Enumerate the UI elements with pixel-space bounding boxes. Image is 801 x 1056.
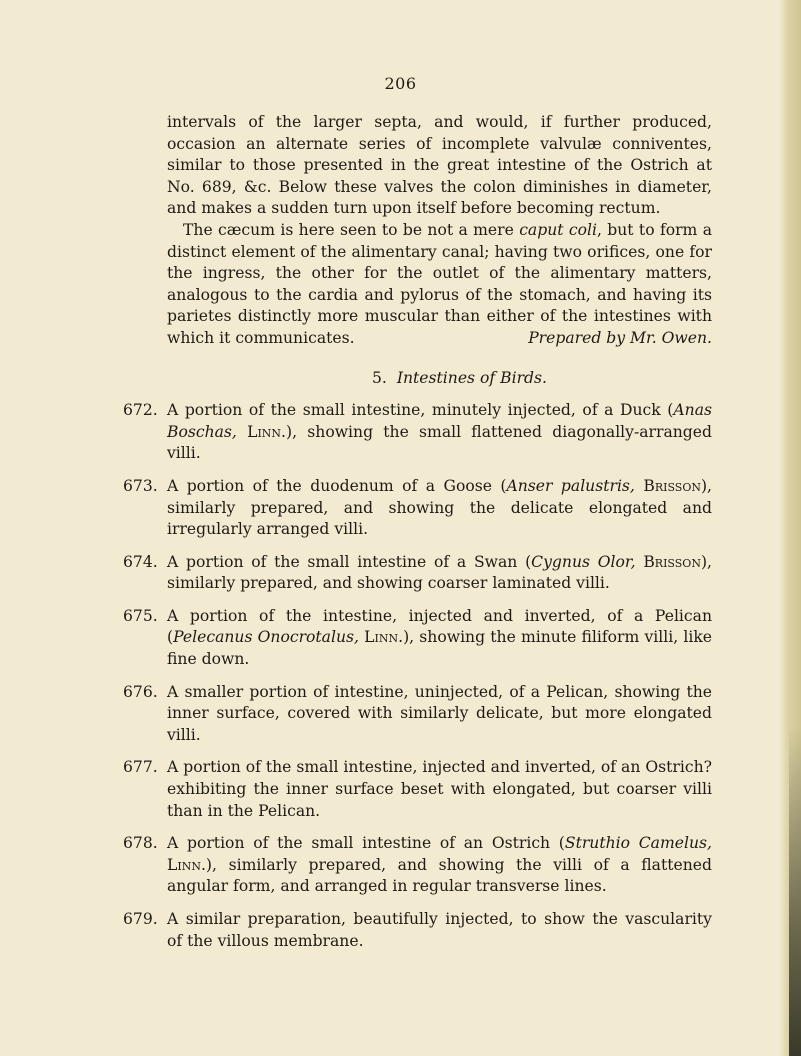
catalogue-entry bbox=[123, 909, 712, 952]
entry-text-rest: ), showing the minute filiform villi, like fine down. bbox=[167, 628, 712, 669]
species-authority: Linn. bbox=[364, 628, 404, 647]
section-number: 5. bbox=[372, 368, 387, 387]
species-name: Pelecanus Onocrotalus, bbox=[173, 628, 359, 647]
page-number: 206 bbox=[384, 74, 417, 93]
section-title: Intestines of Birds. bbox=[396, 368, 547, 387]
catalogue-entry bbox=[123, 476, 713, 541]
species-authority: Brisson bbox=[643, 476, 701, 495]
page-body bbox=[123, 112, 713, 952]
catalogue-entry bbox=[123, 833, 712, 898]
intro-paragraph-2-rest: , but to form a distinct element of the alimentary canal; having two orifices, one for the ingress, the other for the outlet of the alimentary matters, analogous to the cardia and pylorus of the stomach, and having its parietes distinctly more muscular than either of the intestines with which it communicates. bbox=[167, 220, 712, 347]
entry-text: A portion of the small intestine of a Swan ( bbox=[167, 552, 532, 571]
entry-number: 679. bbox=[123, 910, 158, 928]
entry-text: A portion of the duodenum of a Goose ( bbox=[167, 476, 507, 495]
entry-text-rest: ), showing the small flattened diagonally-arranged villi. bbox=[167, 422, 712, 463]
page-edge-shadow bbox=[789, 726, 801, 1056]
catalogue-entry bbox=[123, 757, 712, 822]
entry-list bbox=[123, 400, 713, 952]
entry-number: 672. bbox=[123, 401, 158, 420]
intro-credit: Prepared by Mr. Owen. bbox=[528, 328, 712, 347]
entry-text: A smaller portion of intestine, uninjected, of a Pelican, showing the inner surface, covered with similarly delicate, but more elongated villi. bbox=[167, 682, 712, 744]
entry-number: 677. bbox=[123, 758, 158, 777]
catalogue-entry bbox=[123, 606, 712, 671]
entry-text: A portion of the small intestine, minutely injected, of a Duck ( bbox=[167, 401, 674, 420]
catalogue-entry bbox=[123, 682, 712, 747]
species-name: Struthio Camelus, bbox=[564, 834, 712, 853]
species-authority: Linn. bbox=[167, 855, 206, 874]
species-name: Cygnus Olor, bbox=[531, 552, 636, 571]
species-authority: Linn. bbox=[247, 422, 287, 441]
caput-coli-term: caput coli bbox=[519, 220, 597, 239]
entry-number: 676. bbox=[123, 682, 158, 701]
section-heading bbox=[167, 368, 712, 390]
entry-number: 678. bbox=[123, 834, 158, 853]
catalogue-entry bbox=[123, 400, 712, 465]
entry-number: 674. bbox=[123, 552, 158, 571]
species-authority: Brisson bbox=[643, 552, 701, 571]
entry-text-rest: ), similarly prepared, and showing coarser laminated villi. bbox=[167, 552, 712, 593]
entry-text: A portion of the intestine, injected and inverted, of a Pelican ( bbox=[167, 606, 712, 647]
entry-text: A portion of the small intestine of an Ostrich ( bbox=[167, 834, 565, 853]
entry-text: A similar preparation, beautifully injected, to show the vascularity of the villous membrane. bbox=[167, 910, 712, 950]
entry-text-rest: ), similarly prepared, and showing the villi of a flattened angular form, and arranged in regular transverse lines. bbox=[167, 855, 712, 896]
entry-text-rest: ), similarly prepared, and showing the delicate elongated and irregularly arranged villi. bbox=[167, 476, 713, 539]
entry-number: 675. bbox=[123, 606, 158, 625]
intro-paragraph-1: intervals of the larger septa, and would, if further produced, occasion an alternate series of incomplete valvulæ conniventes, similar to those presented in the great intestine of the Ostrich at No. 689, &c. Below these valves the colon diminishes in diameter, and makes a sudden turn upon itself before becoming rectum. bbox=[167, 113, 712, 218]
species-name: Anser palustris, bbox=[506, 476, 635, 495]
intro-paragraph-2-start: The cæcum is here seen to be not a mere bbox=[183, 220, 520, 239]
catalogue-entry bbox=[123, 552, 712, 595]
entry-number: 673. bbox=[123, 476, 158, 495]
entry-text: A portion of the small intestine, injected and inverted, of an Ostrich? exhibiting the inner surface beset with elongated, but coarser villi than in the Pelican. bbox=[167, 758, 712, 820]
species-name: Anas Boschas, bbox=[167, 401, 712, 441]
